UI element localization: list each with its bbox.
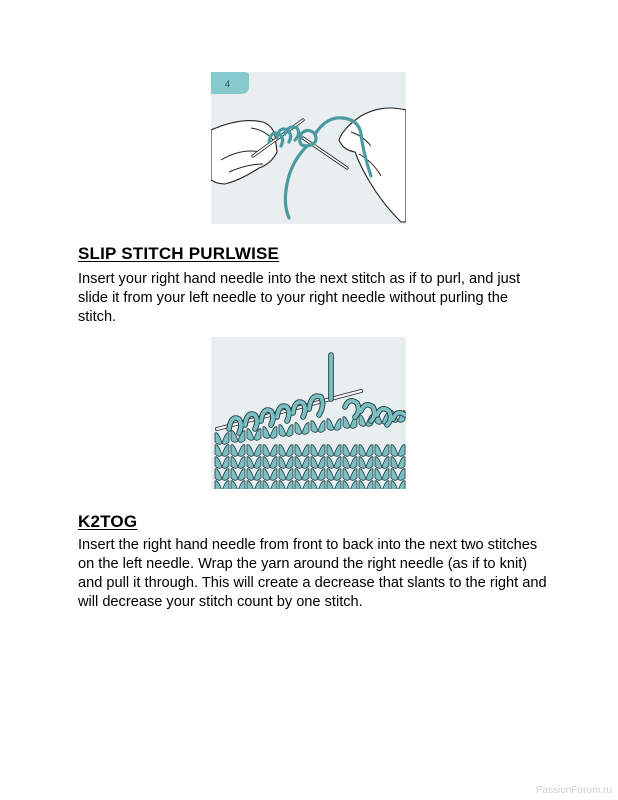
knitted-fabric-illustration [211, 337, 406, 489]
section-body-k2tog: Insert the right hand needle from front to back into the next two stitches on the left needle. Wrap the yarn around the right needle (as if to knit) and pull it through. This will create a decrease that slants to the right and will decrease your stitch count by one stitch. [78, 537, 547, 610]
watermark: PassionForum.ru [535, 785, 612, 796]
section-body-slip-stitch: Insert your right hand needle into the next stitch as if to purl, and just slide it from your left needle to your right needle without purling the stitch. [78, 271, 521, 325]
knitting-hands-illustration [211, 72, 406, 224]
section-heading-slip-stitch: SLIP STITCH PURLWISE [78, 244, 280, 263]
section-heading-k2tog: K2TOG [78, 512, 138, 531]
step-badge-number: 4 [225, 79, 231, 89]
